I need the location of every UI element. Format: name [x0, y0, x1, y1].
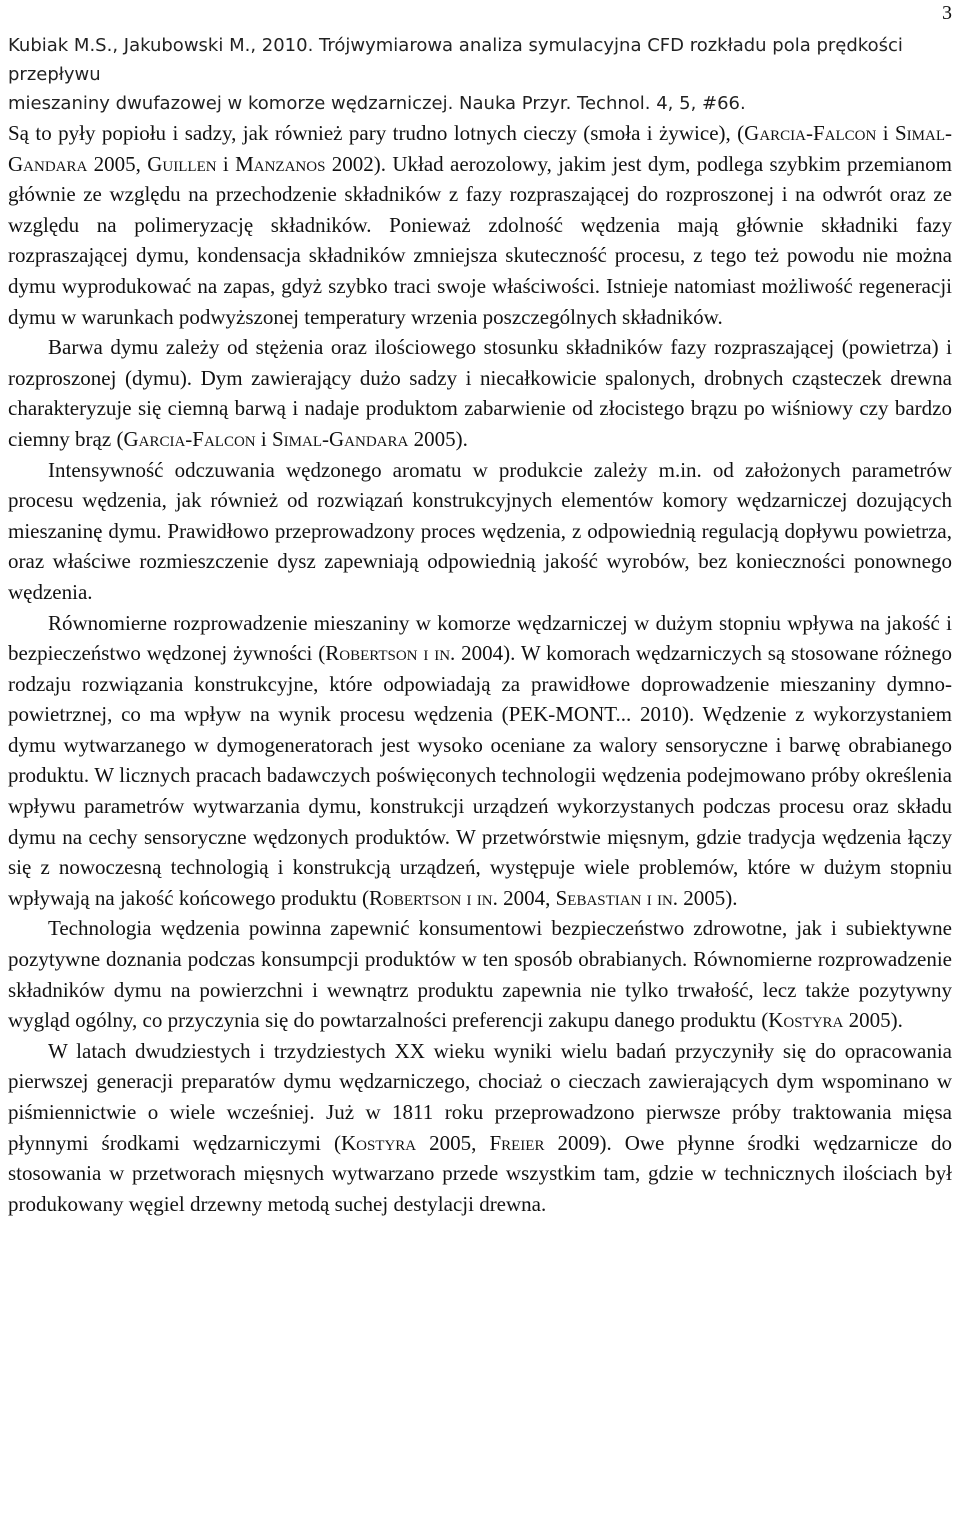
citation-author: Guillen — [147, 151, 217, 176]
citation-author: Kostyra — [768, 1008, 844, 1033]
paragraph-smoke-aerosol: Są to pyły popiołu i sadzy, jak również pary trudno lotnych cieczy (smoła i żywice), (Garcia-Falcon i Simal-Gandara 2005, Guillen i Manzanos 2002). Układ aerozolowy, jakim jest dym, podlega szybkim przemianom głównie ze względu na przechodzenie składników z fazy rozpraszającej do rozproszonej i na odwrót oraz ze względu na polimeryzację składników. Ponieważ zdolność wędzenia mają głównie składniki fazy rozpraszającej dymu, kondensacja składników zmniejsza skuteczność procesu, z tego też powodu nie można dymu wyprodukować na zapas, gdyż szybko traci swoje właściwości. Istnieje natomiast możliwość regeneracji dymu w warunkach podwyższonej temperatury wrzenia poszczególnych składników. — [8, 121, 952, 329]
header-citation-line-2: mieszaniny dwufazowej w komorze wędzarniczej. Nauka Przyr. Technol. 4, 5, #66. — [8, 93, 746, 114]
citation-author: Freier — [489, 1130, 545, 1155]
citation-author: Sebastian i in. — [555, 885, 679, 910]
paragraph-aroma-intensity: Intensywność odczuwania wędzonego aromatu w produkcie zależy m.in. od założonych parametrów procesu wędzenia, jak również od rozwiązań konstrukcyjnych elementów komory wędzarniczej dozujących mieszaninę dymu. Prawidłowo przeprowadzony proces wędzenia, z odpowiednią regulacją dopływu powietrza, oraz właściwe rozmieszczenie dysz zapewniają odpowiednią jakość wyrobów, bez konieczności ponownego wędzenia. — [8, 457, 952, 604]
citation-author: Garcia-Falcon — [123, 426, 256, 451]
page-number: 3 — [942, 2, 952, 24]
citation-author: Garcia-Falcon — [744, 121, 877, 145]
body-text — [8, 118, 952, 1219]
citation-author: Simal-Gandara — [8, 121, 952, 176]
citation-author: Kostyra — [340, 1130, 417, 1155]
paragraph-liquid-smoke-history: W latach dwudziestych i trzydziestych XX wieku wyniki wielu badań przyczyniły się do opracowania pierwszej generacji preparatów dymu wędzarniczego, chociaż o cieczach zawierających dym wspominano w piśmiennictwie o wiele wcześniej. Już w 1811 roku przeprowadzono pierwsze próby traktowania mięsa płynnymi środkami wędzarniczymi (Kostyra 2005, Freier 2009). Owe płynne środki wędzarnicze do stosowania w przetworach mięsnych wytwarzano przede wszystkim tam, gdzie w technicznych ilościach był produkowany węgiel drzewny metodą suchej destylacji drewna. — [8, 1038, 953, 1216]
citation-author: Simal-Gandara — [271, 426, 409, 451]
paragraph-mixture-distribution: Równomierne rozprowadzenie mieszaniny w komorze wędzarniczej w dużym stopniu wpływa na jakość i bezpieczeństwo wędzonej żywności (Robertson i in. 2004). W komorach wędzarniczych są stosowane różnego rodzaju rozwiązania konstrukcyjne, które odpowiadają za prawidłowe doprowadzenie mieszaniny dymno-powietrznej, co ma wpływ na wynik procesu wędzenia (PEK-MONT... 2010). Wędzenie z wykorzystaniem dymu wytwarzanego w dymogeneratorach jest wysoko oceniane za walory sensoryczne i barwę obrabianego produktu. W licznych pracach badawczych poświęconych technologii wędzenia podejmowano próby określenia wpływu parametrów wytwarzania dymu, konstrukcji urządzeń wykorzystanych podczas procesu oraz składu dymu na cechy sensoryczne wędzonych produktów. W przetwórstwie mięsnym, gdzie tradycja wędzenia łączy się z nowoczesną technologią i konstrukcją urządzeń, występuje wiele problemów, które w dużym stopniu wpływają na jakość końcowego produktu (Robertson i in. 2004, Sebastian i in. 2005). — [8, 610, 952, 910]
citation-author: Robertson i in. — [369, 885, 498, 910]
citation-author: Robertson i in. — [325, 641, 456, 666]
paragraph-smoke-colour: Barwa dymu zależy od stężenia oraz ilościowego stosunku składników fazy rozpraszającej (powietrza) i rozproszonej (dymu). Dym zawierający dużo sadzy i niecałkowicie spalonych, drobnych cząsteczek drewna charakteryzuje się ciemną barwą i nadaje produktom zabarwienie od złocistego brązu po wiśniowy czy bardzo ciemny brąz (Garcia-Falcon i Simal-Gandara 2005). — [8, 335, 952, 451]
running-header — [8, 31, 952, 118]
header-citation-line-1: Kubiak M.S., Jakubowski M., 2010. Trójwymiarowa analiza symulacyjna CFD rozkładu pola prędkości przepływu — [8, 35, 903, 85]
paragraph-smoking-technology: Technologia wędzenia powinna zapewnić konsumentowi bezpieczeństwo zdrowotne, jak i subiektywne pozytywne doznania podczas konsumpcji produktów w ten sposób obrabianych. Równomierne rozprowadzenie składników dymu na powierzchni i wewnątrz produktu zapewnia nie tylko trwałość, lecz także pozytywny wygląd ogólny, co przyczynia się do powtarzalności preferencji zakupu danego produktu (Kostyra 2005). — [8, 916, 952, 1033]
citation-author: Manzanos — [235, 151, 326, 176]
